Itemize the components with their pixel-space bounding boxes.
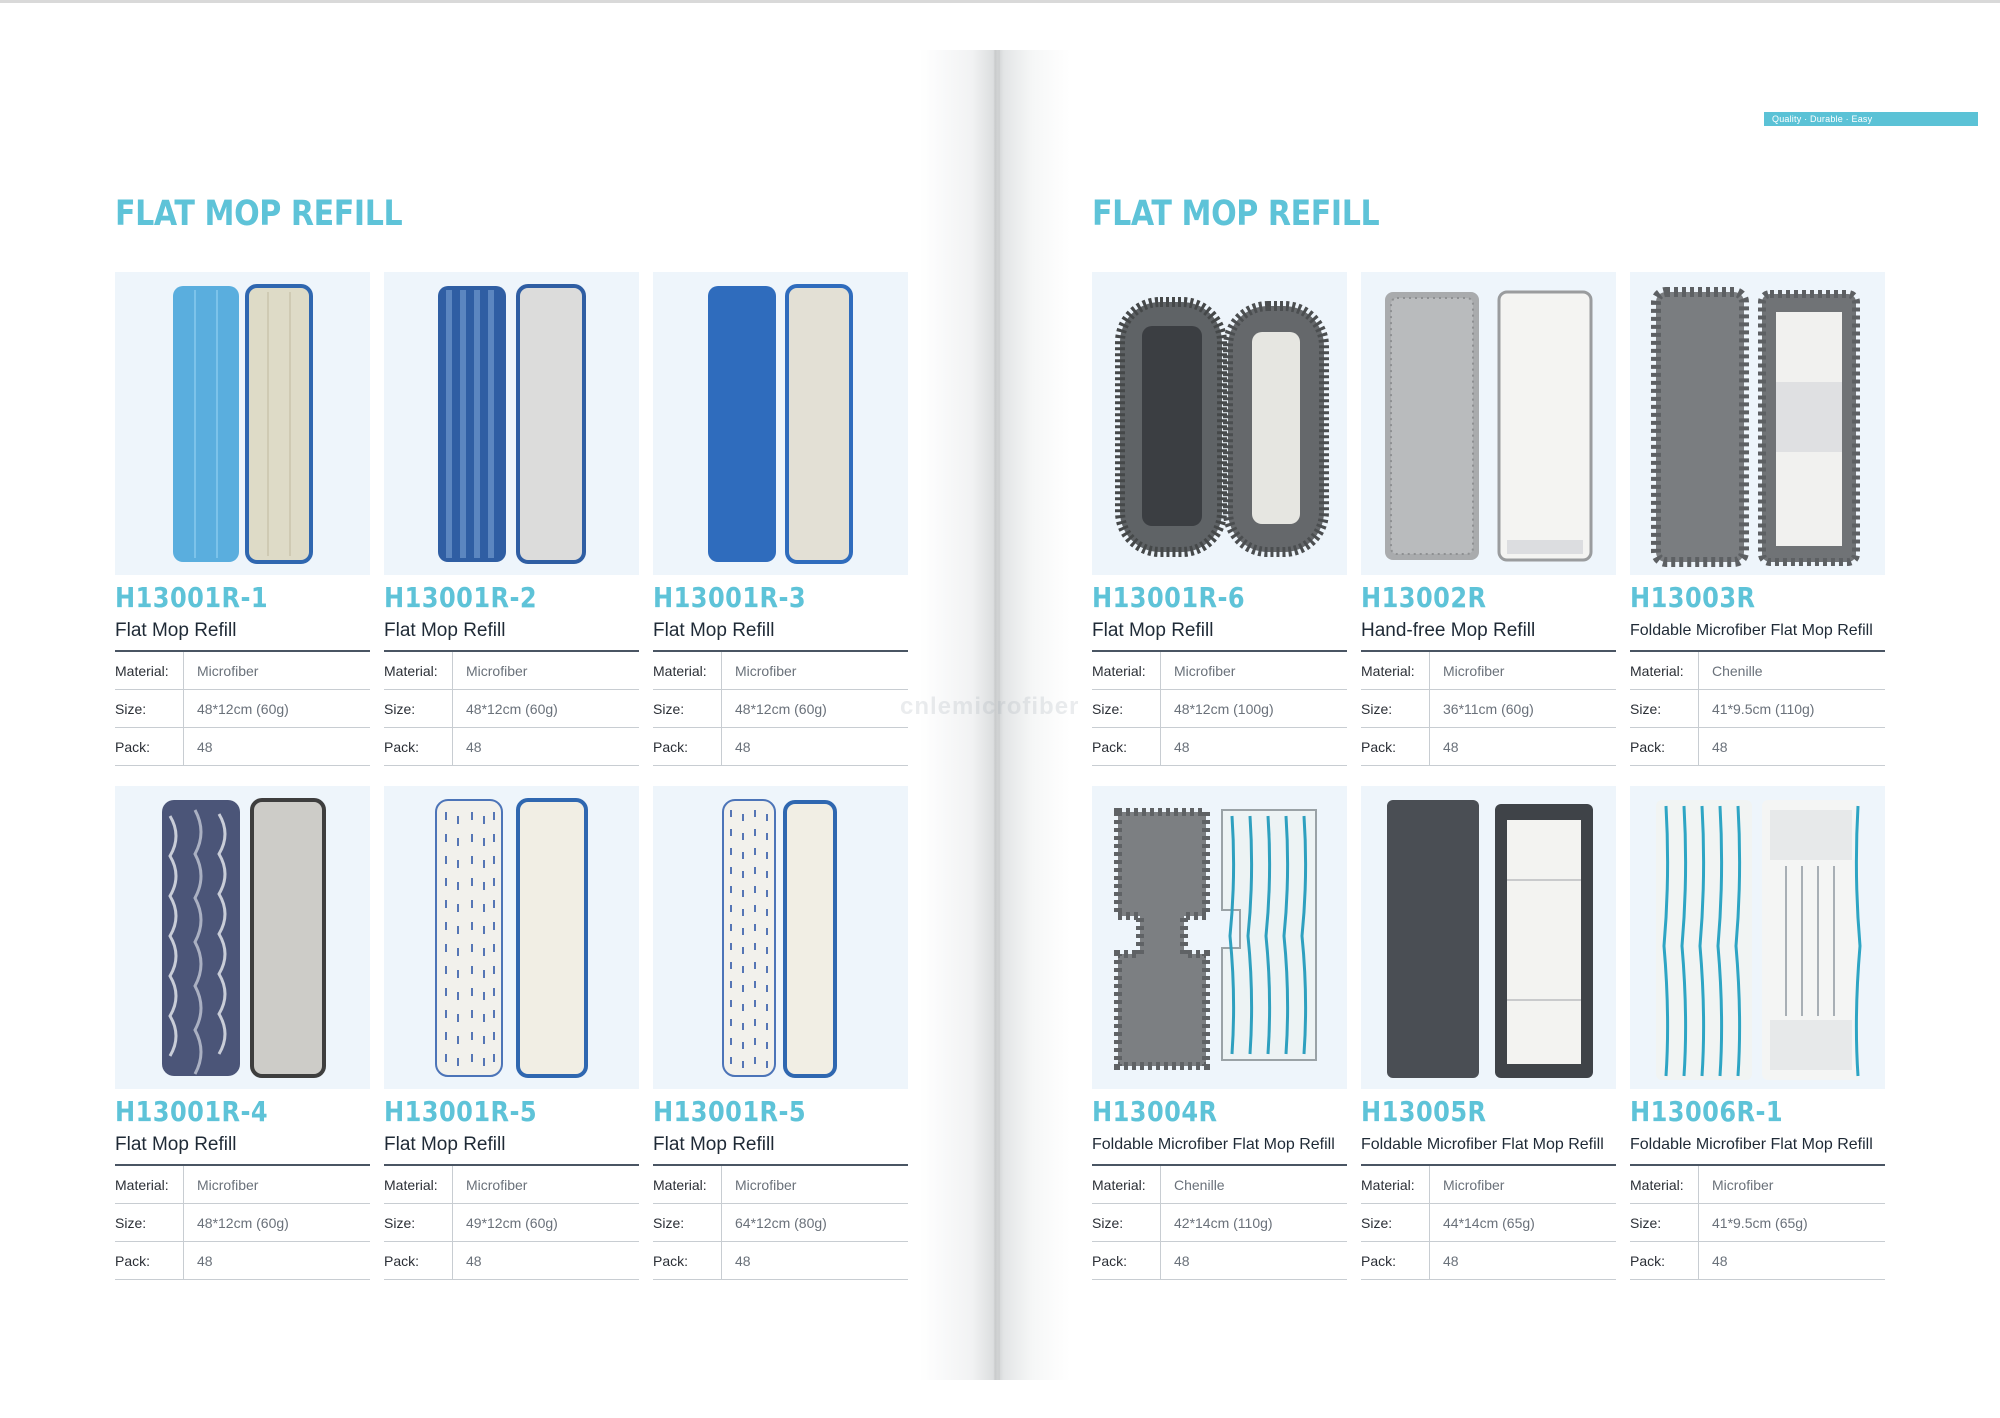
size-label: Size: (653, 690, 722, 728)
product-name: Flat Mop Refill (115, 1134, 237, 1155)
product-card[interactable] (115, 786, 370, 1288)
tagline-bar: Quality · Durable · Easy (1764, 112, 1978, 126)
product-code: H13001R-2 (384, 581, 538, 614)
product-image-mop-white-pattern (384, 786, 639, 1089)
spec-table (115, 650, 370, 766)
product-name: Hand-free Mop Refill (1361, 620, 1536, 641)
material-value: Microfiber (184, 651, 371, 690)
spec-table (1361, 1164, 1616, 1280)
material-value: Microfiber (1161, 651, 1348, 690)
left-page (0, 50, 998, 1380)
material-label: Material: (653, 651, 722, 690)
material-value: Chenille (1699, 651, 1886, 690)
size-value: 49*12cm (60g) (453, 1204, 640, 1242)
product-card[interactable] (1361, 272, 1616, 774)
product-code: H13002R (1361, 581, 1487, 614)
size-label: Size: (1092, 1204, 1161, 1242)
size-label: Size: (115, 1204, 184, 1242)
pack-label: Pack: (1092, 728, 1161, 766)
pack-value: 48 (1161, 1242, 1348, 1280)
size-value: 36*11cm (60g) (1430, 690, 1617, 728)
product-image-mop-navy-shag (115, 786, 370, 1089)
product-card[interactable] (653, 786, 908, 1288)
size-value: 48*12cm (100g) (1161, 690, 1348, 728)
size-label: Size: (384, 1204, 453, 1242)
material-value: Microfiber (453, 651, 640, 690)
product-card[interactable] (384, 272, 639, 774)
product-name: Foldable Microfiber Flat Mop Refill (1092, 1136, 1335, 1153)
product-image-mop-light-blue (115, 272, 370, 575)
product-name: Flat Mop Refill (384, 1134, 506, 1155)
material-label: Material: (384, 651, 453, 690)
product-image-mop-dark-blue (653, 272, 908, 575)
material-value: Microfiber (1430, 651, 1617, 690)
product-code: H13001R-1 (115, 581, 269, 614)
size-value: 44*14cm (65g) (1430, 1204, 1617, 1242)
size-value: 48*12cm (60g) (453, 690, 640, 728)
product-code: H13001R-3 (653, 581, 807, 614)
product-code: H13004R (1092, 1095, 1218, 1128)
pack-value: 48 (1430, 728, 1617, 766)
material-label: Material: (653, 1165, 722, 1204)
pack-value: 48 (184, 1242, 371, 1280)
pack-value: 48 (453, 728, 640, 766)
spec-table (1630, 1164, 1885, 1280)
material-value: Microfiber (1430, 1165, 1617, 1204)
product-card[interactable] (653, 272, 908, 774)
material-label: Material: (115, 651, 184, 690)
product-code: H13001R-4 (115, 1095, 269, 1128)
pack-value: 48 (184, 728, 371, 766)
page-title: FLAT MOP REFILL (115, 194, 403, 234)
pack-label: Pack: (1630, 1242, 1699, 1280)
size-value: 42*14cm (110g) (1161, 1204, 1348, 1242)
product-grid (115, 272, 908, 1288)
spec-table (1092, 650, 1347, 766)
spec-table (653, 1164, 908, 1280)
product-image-mop-gray-white (1361, 272, 1616, 575)
size-label: Size: (115, 690, 184, 728)
pack-label: Pack: (115, 1242, 184, 1280)
spec-table (1092, 1164, 1347, 1280)
product-card[interactable] (1630, 272, 1885, 774)
product-card[interactable] (1092, 786, 1347, 1288)
product-image-mop-striped-blue (384, 272, 639, 575)
size-value: 48*12cm (60g) (722, 690, 909, 728)
spec-table (384, 650, 639, 766)
spec-table (384, 1164, 639, 1280)
pack-label: Pack: (653, 1242, 722, 1280)
product-image-mop-charcoal (1361, 786, 1616, 1089)
product-code: H13003R (1630, 581, 1756, 614)
pack-label: Pack: (115, 728, 184, 766)
spec-table (1361, 650, 1616, 766)
spec-table (653, 650, 908, 766)
size-label: Size: (1630, 690, 1699, 728)
size-value: 64*12cm (80g) (722, 1204, 909, 1242)
material-label: Material: (1361, 1165, 1430, 1204)
viewer-top-border (0, 0, 2000, 3)
pack-label: Pack: (1361, 728, 1430, 766)
product-card[interactable] (1630, 786, 1885, 1288)
pack-label: Pack: (1630, 728, 1699, 766)
spec-table (1630, 650, 1885, 766)
product-image-mop-gray-fringe (1092, 272, 1347, 575)
product-image-mop-butterfly (1092, 786, 1347, 1089)
product-code: H13005R (1361, 1095, 1487, 1128)
pack-value: 48 (722, 728, 909, 766)
size-label: Size: (1361, 1204, 1430, 1242)
page-title: FLAT MOP REFILL (1092, 194, 1380, 234)
material-value: Microfiber (184, 1165, 371, 1204)
size-label: Size: (1630, 1204, 1699, 1242)
product-card[interactable] (1092, 272, 1347, 774)
product-card[interactable] (115, 272, 370, 774)
pack-label: Pack: (1361, 1242, 1430, 1280)
size-label: Size: (1361, 690, 1430, 728)
product-image-mop-white-teal-stripe (1630, 786, 1885, 1089)
pack-value: 48 (1699, 1242, 1886, 1280)
size-value: 41*9.5cm (110g) (1699, 690, 1886, 728)
material-label: Material: (115, 1165, 184, 1204)
material-label: Material: (1092, 1165, 1161, 1204)
product-code: H13001R-6 (1092, 581, 1246, 614)
product-name: Foldable Microfiber Flat Mop Refill (1630, 1136, 1873, 1153)
size-value: 41*9.5cm (65g) (1699, 1204, 1886, 1242)
pack-value: 48 (722, 1242, 909, 1280)
material-label: Material: (1092, 651, 1161, 690)
product-code: H13006R-1 (1630, 1095, 1784, 1128)
product-name: Flat Mop Refill (1092, 620, 1214, 641)
right-page (1000, 50, 2000, 1380)
material-label: Material: (1630, 651, 1699, 690)
pack-label: Pack: (384, 1242, 453, 1280)
product-name: Flat Mop Refill (384, 620, 506, 641)
material-label: Material: (384, 1165, 453, 1204)
pack-label: Pack: (384, 728, 453, 766)
material-value: Microfiber (722, 1165, 909, 1204)
material-label: Material: (1630, 1165, 1699, 1204)
size-label: Size: (1092, 690, 1161, 728)
product-name: Flat Mop Refill (653, 620, 775, 641)
product-name: Foldable Microfiber Flat Mop Refill (1630, 622, 1873, 639)
spec-table (115, 1164, 370, 1280)
product-image-mop-white-pattern-long (653, 786, 908, 1089)
product-grid (1092, 272, 1885, 1288)
product-code: H13001R-5 (653, 1095, 807, 1128)
material-label: Material: (1361, 651, 1430, 690)
pack-value: 48 (1430, 1242, 1617, 1280)
product-code: H13001R-5 (384, 1095, 538, 1128)
product-name: Flat Mop Refill (653, 1134, 775, 1155)
size-label: Size: (384, 690, 453, 728)
material-value: Chenille (1161, 1165, 1348, 1204)
product-card[interactable] (384, 786, 639, 1288)
material-value: Microfiber (453, 1165, 640, 1204)
pack-label: Pack: (653, 728, 722, 766)
pack-value: 48 (1161, 728, 1348, 766)
size-label: Size: (653, 1204, 722, 1242)
product-name: Flat Mop Refill (115, 620, 237, 641)
size-value: 48*12cm (60g) (184, 690, 371, 728)
pack-value: 48 (453, 1242, 640, 1280)
pack-value: 48 (1699, 728, 1886, 766)
product-name: Foldable Microfiber Flat Mop Refill (1361, 1136, 1604, 1153)
product-card[interactable] (1361, 786, 1616, 1288)
material-value: Microfiber (1699, 1165, 1886, 1204)
product-image-mop-chenille (1630, 272, 1885, 575)
pack-label: Pack: (1092, 1242, 1161, 1280)
watermark-text: cnlemicrofiber (900, 693, 1080, 720)
size-value: 48*12cm (60g) (184, 1204, 371, 1242)
material-value: Microfiber (722, 651, 909, 690)
